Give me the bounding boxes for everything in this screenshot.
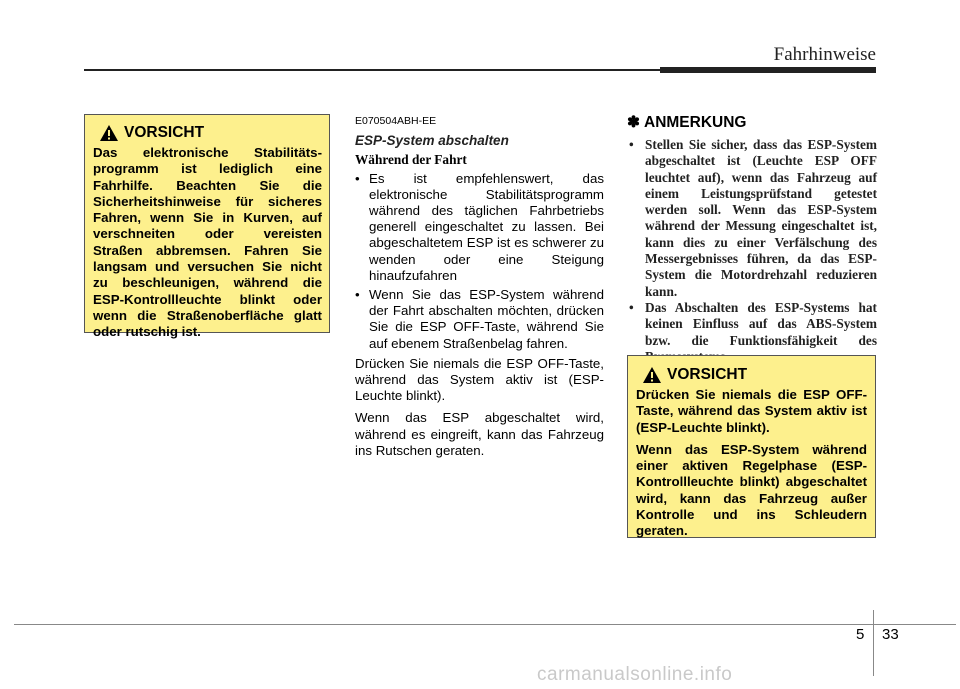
star-icon: ✽ xyxy=(627,114,640,131)
main-bullet-list xyxy=(355,171,604,352)
paragraph: Wenn das ESP abgeschaltet wird, während es eingreift, kann das Fahrzeug ins Rutschen geraten. xyxy=(355,410,604,458)
list-item: • Das Abschalten des ESP-Systems hat keinen Einfluss auf das ABS-System bzw. die Funktionsfähigkeit des xyxy=(627,300,877,365)
footer-rule xyxy=(14,624,956,625)
warning-triangle-icon xyxy=(99,124,119,142)
caution-heading xyxy=(642,366,867,384)
watermark: carmanualsonline.info xyxy=(537,664,733,685)
main-column xyxy=(355,113,604,465)
list-item: • Wenn Sie das ESP-System während der Fahrt abschalten möchten, drücken Sie die ESP OFF-Taste, während Sie auf ebenem Straßenbelag fahren. xyxy=(355,287,604,352)
page-header-title: Fahrhinweise xyxy=(773,44,876,65)
caution-box-left xyxy=(84,114,330,340)
caution-title: VORSICHT xyxy=(124,123,205,141)
caution-title: VORSICHT xyxy=(667,365,748,383)
caution-text: Wenn das ESP-System während einer aktiven Regelphase (ESP-Kontrollleuchte blinkt) abgeschaltet wird, kann das Fahrzeug außer Kontrolle und ins Schleudern geraten. xyxy=(636,441,867,539)
section-code: E070504ABH-EE xyxy=(355,115,437,127)
caution-text: Drücken Sie niemals die ESP OFF-Taste, während das System aktiv ist (ESP-Leuchte blinkt). xyxy=(636,387,867,435)
note-column xyxy=(627,113,877,365)
note-bullet-list xyxy=(627,137,877,365)
section-subtitle: ESP-System abschalten xyxy=(355,133,509,149)
caution-text: Das elektronische Stabilitäts-programm ist lediglich eine Fahrhilfe. Beachten Sie die Sicherheitshinweise für sicheres Fahren, wenn Sie in Kurven, auf verschneiten oder vereisten Straßen abbremsen. Fahren Sie langsam und versuchen Sie nicht zu beschleunigen, während die ESP-Kontrollleuchte blinkt oder wenn die Straßenoberfläche glatt oder rutschig ist. xyxy=(93,145,322,340)
warning-triangle-icon xyxy=(642,366,662,384)
note-heading xyxy=(627,113,877,132)
paragraph: Drücken Sie niemals die ESP OFF-Taste, während das System aktiv ist (ESP-Leuchte blinkt). xyxy=(355,355,604,404)
page-number: 33 xyxy=(882,626,899,643)
footer-divider xyxy=(873,610,874,676)
list-item: • Stellen Sie sicher, dass das ESP-System abgeschaltet ist (Leuchte ESP OFF leuchtet auf), wenn das Fahrzeug auf einem Leistungsprüfstand getestet werden soll. Wenn das ESP-System während der Messung eingeschaltet ist, kann dies zu einer Verfälschung des Messergebnisses führen, da das ESP-System die Motordrehzahl reduzieren kann. xyxy=(627,137,877,300)
chapter-number: 5 xyxy=(856,626,865,643)
section-label: Während der Fahrt xyxy=(355,152,467,168)
note-title: ANMERKUNG xyxy=(644,113,747,131)
list-item: • Es ist empfehlenswert, das elektronische Stabilitätsprogramm während des täglichen Fahrbetriebs generell eingeschaltet zu lassen. Bei abgeschaltetem ESP ist es schwerer zu wenden oder eine Steigung hinaufzufahren xyxy=(355,171,604,284)
caution-box-right xyxy=(627,355,876,538)
caution-heading xyxy=(99,124,322,142)
header-rule-accent xyxy=(660,67,876,73)
header-rule xyxy=(84,69,660,71)
